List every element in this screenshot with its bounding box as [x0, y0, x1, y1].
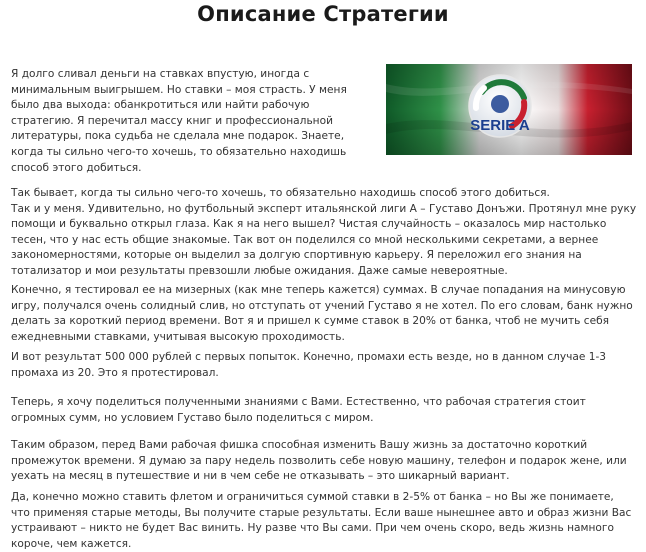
serie-a-emblem: [469, 75, 531, 137]
serie-a-wordmark: SERIE A: [470, 117, 530, 134]
testing-paragraph: Конечно, я тестировал ее на мизерных (как мне теперь кажется) суммах. В случае попадания на минусовую игру, получался очень солидный слив, но отступать от учений Густаво я не хотел. По его словам, банк нужно делать за короткий период времени. Вот я и пришел к сумме ставок в 20% от банка, чтоб не мучить себя ежедневными ставками, учитывая высокую проходимость.: [11, 284, 633, 343]
opportunity-paragraph: Таким образом, перед Вами рабочая фишка способная изменить Вашу жизнь за достаточно короткий промежуток времени. Я думаю за пару недель позволить себе новую машину, телефон и подарок жене, или уехать на месяц в путешествие и ни в чем себе не отказывать – это шикарный вариант.: [11, 439, 627, 483]
sharing-paragraph: Теперь, я хочу поделиться полученными знаниями с Вами. Естественно, что рабочая стратегия стоит огромных сумм, но условием Густаво было поделиться с миром.: [11, 396, 586, 424]
serie-a-logo-image: [386, 64, 632, 155]
story-paragraph: Так бывает, когда ты сильно чего-то хочешь, то обязательно находишь способ этого добиться. Так и у меня. Удивительно, но футбольный эксперт итальянской лиги А – Густаво Донъжи. Протянул мне руку помощи и буквально открыл глаза. Как я на него вышел? Чистая случайность – оказалось мир настолько тесен, что у нас есть общие знакомые. Так вот он поделился со мной несколькими секретами, а вернее закономерностями, которые он выделил за долгую спортивную карьеру. Я переложил его знания на тотализатор и мои результаты превзошли любые ожидания. Даже самые невероятные.: [11, 187, 637, 277]
result-paragraph: И вот результат 500 000 рублей с первых попыток. Конечно, промахи есть везде, но в данном случае 1-3 промаха из 20. Это я протестировал.: [11, 351, 607, 379]
serie-a-banner: [386, 64, 632, 155]
conclusion-paragraph: Да, конечно можно ставить флетом и ограничиться суммой ставки в 2-5% от банка – но Вы же понимаете, что применяя старые методы, Вы получите старые результаты. Если ваше нынешнее авто и образ жизни Вас устраивают – никто не будет Вас винить. Ну разве что Вы сами. При чем очень скоро, ведь жизнь намного короче, чем кажется.: [11, 491, 632, 550]
page-title: Описание Стратегии: [197, 2, 449, 26]
intro-paragraph: Я долго сливал деньги на ставках впустую, иногда с минимальным выигрышем. Но ставки – моя страсть. У меня было два выхода: обанкротиться или найти рабочую стратегию. Я перечитал массу книг и профессиональной литературы, пока судьба не сделала мне подарок. Знаете, когда ты сильно чего-то хочешь, то обязательно находишь способ этого добиться.: [11, 68, 347, 174]
